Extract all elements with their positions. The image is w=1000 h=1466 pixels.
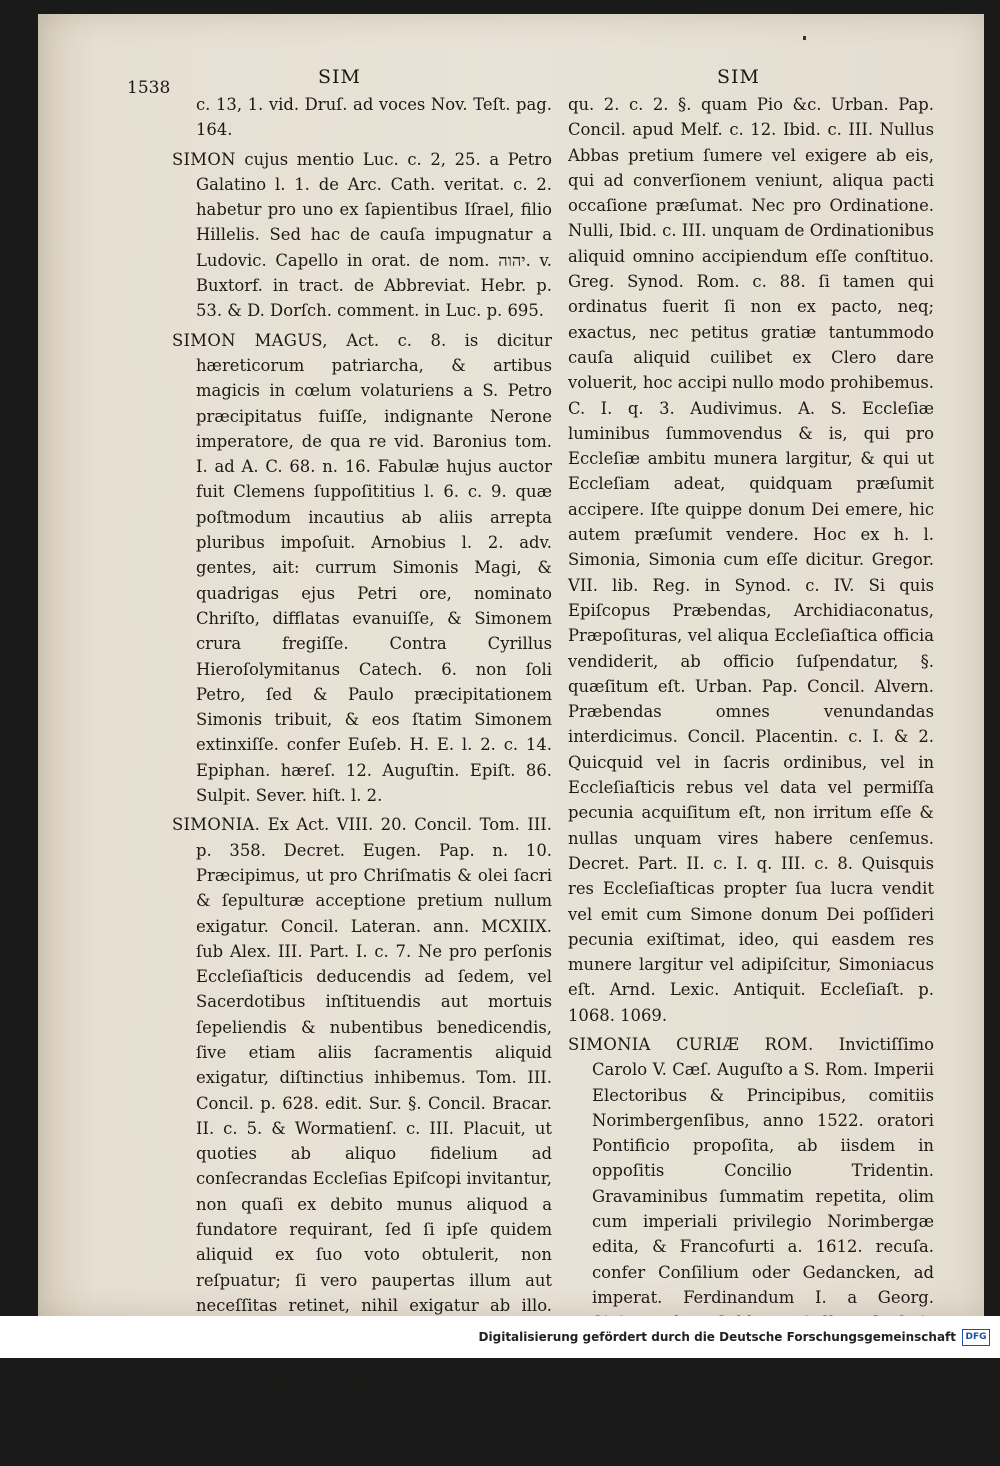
dictionary-entry — [172, 328, 552, 809]
entry-text: Invictiſſimo Carolo V. Cæſ. Auguſto a S. Rom. Imperii Electoribus & Principibus, comitiis Norimbergenſibus, anno 1522. oratori Pontificio propoſita, ab iisdem in oppoſitis Concilio Tridentin. Gravaminibus ſummatim repetita, olim cum imperiali privilegio Norimbergæ edita, & Francofurti a. 1612. recuſa. confer Conſilium oder Gedancken, ad imperat. Ferdinandum I. a Georg. Francofurti a. 1612. item Baronis Lazari a Swendi, Cæſaris Maximiliani I. conſil. intimo, Judicium de Libertate Religionis (Freyſtellung der Religion) — [592, 1034, 935, 1459]
ink-speck — [803, 36, 806, 40]
page-number: 1538 — [127, 78, 171, 98]
entry-headword: SIMONIA. — [172, 815, 261, 835]
entry-headword: SIMON MAGUS, — [172, 330, 328, 350]
dictionary-entry — [568, 92, 934, 1028]
entry-text: Ex Act. VIII. 20. Concil. Tom. III. p. 358. Decret. Eugen. Pap. n. 10. Præcipimus, ut pro Chriſmatis & olei ſacri & ſepulturæ acceptione pretium nullum exigatur. Concil. Lateran. ann. MCXIIX. ſub Alex. III. Part. I. c. 7. Ne pro perſonis Eccleſiaſticis deducendis ad ſedem, vel Sacerdotibus inſtituendis aut mortuis ſepeliendis & nubentibus benedicendis, ſive etiam aliis ſacramentis aliquid exigatur, diſtinctius inhibemus. Tom. III. Concil. p. 628. edit. Sur. §. Concil. Bracar. II. c. 5. & Wormatienſ. c. III. Placuit, ut quoties ab aliquo fidelium ad conſecrandas Eccleſias Epiſcopi invitantur, non quaſi ex debito munus aliquod a fundatore requirant, ſed ſi ipſe quidem aliquid ex ſuo voto obtulerit, non reſpuatur; ſi vero paupertas illum aut neceſſitas retinet, nihil exigatur ab illo. pretio aliquis ad converſionem eſt invitandus. Cauſ. I. I. — [196, 815, 552, 1417]
entry-headword: SIMONIA CURIÆ ROM. — [568, 1034, 814, 1054]
entry-text: Act. c. 8. is dicitur hæreticorum patriarcha, & artibus magicis in cœlum volaturiens a S. Petro præcipitatus fuiſſe, indignante Nerone imperatore, de qua re vid. Baronius tom. I. ad A. C. 68. n. 16. Fabulæ hujus auctor fuit Clemens ſuppoſititius l. 6. c. 9. quæ poſtmodum incautius ab aliis arrepta pluribus impoſuit. Arnobius l. 2. adv. gentes, ait: currum Simonis Magi, & quadrigas ejus Petri ore, nominato Chriſto, difflatas evanuiſſe, & Simonem crura fregiſſe. Contra Cyrillus Hieroſolymitanus Catech. 6. non ſoli Petro, ſed & Paulo præcipitationem Simonis tribuit, & eos ſtatim Simonem extinxiſſe. confer Euſeb. H. E. l. 2. c. 14. Epiphan. hæreſ. 12. Auguſtin. Epiſt. 86. Sulpit. Sever. hiſt. l. 2. — [196, 330, 552, 806]
entry-text: qu. 2. c. 2. §. quam Pio &c. Urban. Pap. Concil. apud Melf. c. 12. Ibid. c. III. Nullus Abbas pretium ſumere vel exigere ab eis, qui ad converſionem veniunt, aliqua pacti occaſione præſumat. Nec pro Ordinatione. Nulli, Ibid. c. III. unquam de Ordinationibus aliquid omnino accipiendum eſſe conſtituo. Greg. Synod. Rom. c. 88. ſi tamen qui ordinatus fuerit ſi non ex pacto, neq; exactus, nec petitus gratiæ tantummodo cauſa aliquid cuilibet ex Clero dare voluerit, hoc accipi nullo modo prohibemus. C. I. q. 3. Audivimus. A. S. Eccleſiæ luminibus ſummovendus & is, qui pro Eccleſiæ ambitu munera largitur, & qui ut Eccleſiam adeat, quidquam præſumit accipere. Iſte quippe donum Dei emere, hic autem præſumit vendere. Hoc ex h. l. Simonia, Simonia cum eſſe dicitur. Gregor. VII. lib. Reg. in Synod. c. IV. Si quis Epiſcopus Præbendas, Archidiaconatus, Præpoſituras, vel aliqua Eccleſiaſtica officia vendiderit, ab officio ſuſpendatur, §. quæſitum eſt. Urban. Pap. Concil. Alvern. Præbendas omnes venundandas interdicimus. Concil. Placentin. c. I. & 2. Quicquid vel in ſacris ordinibus, vel in Eccleſiaſticis rebus vel data vel permiſſa pecunia acquiſitum eſt, non irritum eſſe & nullas unquam vires habere cenſemus. Decret. Part. II. c. I. q. III. c. 8. Quisquis res Eccleſiaſticas propter ſua lucra vendit vel emit cum Simone donum Dei poſſideri pecunia exiſtimat, ideo, qui easdem res munere largitur vel adipiſcitur, Simoniacus eſt. Arnd. Lexic. Antiquit. Eccleſiaſt. p. 1068. 1069. — [568, 95, 934, 1025]
entry-headword: SIMON — [172, 149, 236, 169]
left-column — [172, 92, 552, 1423]
running-head-right: SIM — [717, 66, 760, 88]
entry-text: c. 13, 1. vid. Druſ. ad voces Nov. Teſt. pag. 164. — [196, 95, 552, 140]
dictionary-entry — [568, 1032, 934, 1462]
dictionary-entry — [172, 92, 552, 143]
funding-note: Digitalisierung gefördert durch die Deutsche Forschungsgemeinschaft — [478, 1330, 956, 1344]
footer-bar — [0, 1316, 1000, 1358]
running-head-left: SIM — [318, 66, 361, 88]
dfg-logo-icon: DFG — [962, 1329, 990, 1346]
entry-text: cujus mentio Luc. c. 2, 25. a Petro Galatino l. 1. de Arc. Cath. veritat. c. 2. habetur pro uno ex ſapientibus Iſrael, filio Hillelis. Sed hac de cauſa impugnatur a Ludovic. Capello in orat. de nom. יהוה. v. Buxtorf. in tract. de Abbreviat. Hebr. p. 53. & D. Dorſch. comment. in Luc. p. 695. — [196, 149, 552, 321]
right-column — [568, 92, 934, 1466]
dictionary-entry — [172, 147, 552, 324]
